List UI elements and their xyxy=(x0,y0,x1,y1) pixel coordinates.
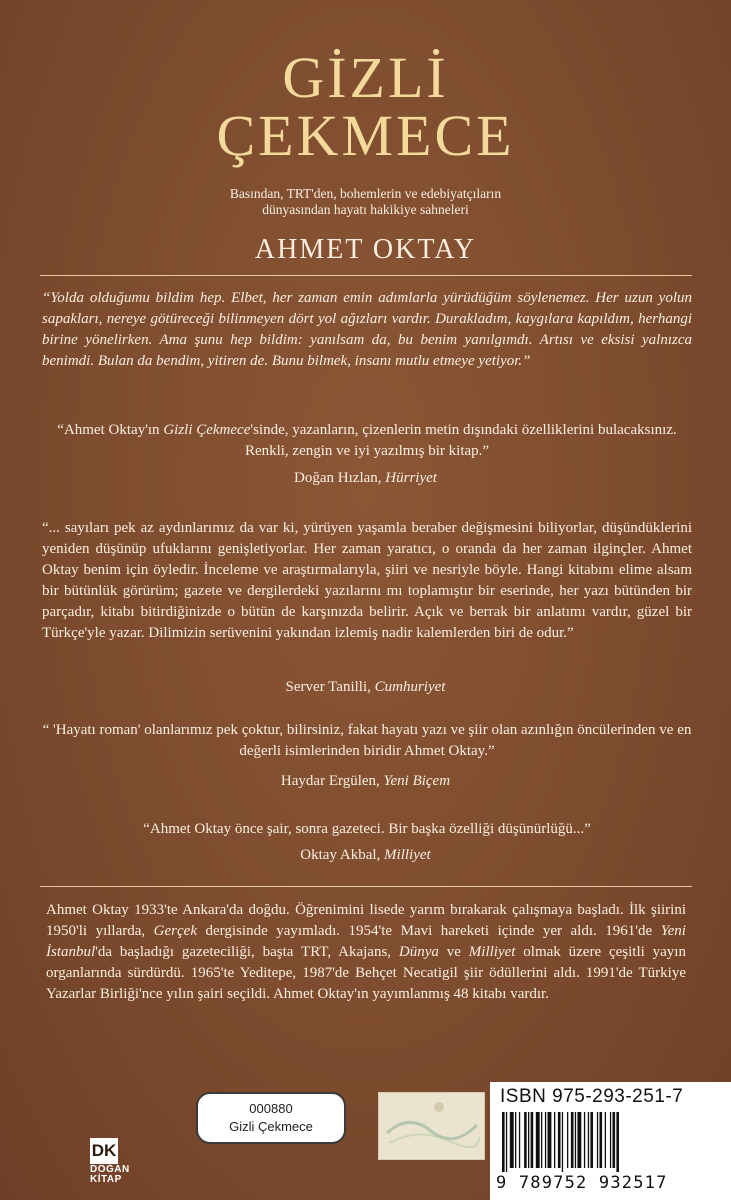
publisher-name xyxy=(90,1165,160,1185)
barcode-bar xyxy=(613,1112,616,1168)
book-title-line-1: GİZLİ xyxy=(282,45,449,110)
bio-text: 'da başladığı gazeteciliği, başta TRT, Akajans, xyxy=(95,944,399,960)
barcode-bar xyxy=(558,1112,561,1168)
barcode-bar xyxy=(584,1112,585,1168)
barcode-bar xyxy=(528,1112,529,1168)
reviewer-source: Hürriyet xyxy=(385,470,437,486)
review-quote-ergulen: “ 'Hayatı roman' olanlarımız pek çoktur, bilirsiniz, fakat hayatı yazı ve şiir olan azınlığın öncülerinden ve en değerli isimlerinden biridir Ahmet Oktay.” xyxy=(42,722,692,759)
reviewer-name: Haydar Ergülen, xyxy=(280,773,384,789)
barcode-bar xyxy=(605,1112,606,1168)
author-biography xyxy=(46,900,686,1005)
review-attribution-ergulen xyxy=(0,773,731,790)
barcode-bar xyxy=(590,1112,593,1168)
barcode-bar xyxy=(588,1112,589,1168)
barcode-bar xyxy=(597,1112,598,1168)
barcode-bar xyxy=(519,1112,520,1168)
subtitle-line-2: dünyasından hayatı hakikiye sahneleri xyxy=(262,202,469,217)
barcode-bar xyxy=(510,1112,514,1168)
barcode-bar xyxy=(616,1112,619,1172)
review-quote-text: “Ahmet Oktay'ın xyxy=(57,422,164,438)
barcode-bar xyxy=(567,1112,568,1168)
bio-text: ve xyxy=(438,944,469,960)
barcode-bar xyxy=(600,1112,603,1168)
barcode-digits: 9 789752 932517 xyxy=(496,1173,668,1193)
barcode-bar xyxy=(506,1112,507,1172)
review-quote-hizlan xyxy=(42,420,692,462)
isbn-barcode-panel xyxy=(490,1082,731,1200)
barcode-bar xyxy=(515,1112,516,1168)
barcode-icon xyxy=(502,1112,718,1172)
barcode-bar xyxy=(571,1112,574,1168)
bio-publication: Gerçek xyxy=(153,923,197,939)
barcode-bar xyxy=(562,1112,563,1172)
reviewer-source: Milliyet xyxy=(384,847,431,863)
review-attribution-hizlan xyxy=(0,470,731,487)
bio-text: olmak üzere çeşitli yayın organlarında sürdürdü. 1965'te Yeditepe, 1987'de Behçet Necatigil şiir ödüllerini aldı. 1991'de Türkiye Yazarlar Birliği'nce yılın şairi seçildi. Ahmet Oktay'ın yayımlanmış 48 kitabı vardır. xyxy=(46,944,686,1002)
reviewer-name: Server Tanilli, xyxy=(285,679,375,695)
barcode-bar xyxy=(548,1112,552,1168)
library-book-title: Gizli Çekmece xyxy=(229,1119,313,1134)
barcode-bar xyxy=(502,1112,505,1172)
library-label-sticker xyxy=(196,1092,346,1144)
barcode-bar xyxy=(554,1112,555,1168)
book-title-line-2: ÇEKMECE xyxy=(216,103,515,168)
library-code: 000880 xyxy=(249,1101,293,1116)
reviewer-source: Yeni Biçem xyxy=(383,773,451,789)
reviewer-name: Doğan Hızlan, xyxy=(294,470,386,486)
barcode-bar xyxy=(610,1112,611,1168)
review-quote-text: 'sinde, yazanların, çizenlerin metin dışındaki özelliklerini bulacaksınız. Renkli, zengin ve iyi yazılmış bir kitap.” xyxy=(244,422,677,459)
barcode-bar xyxy=(545,1112,546,1168)
author-quote: “Yolda olduğumu bildim hep. Elbet, her zaman emin adımlarla yürüdüğüm söylenemez. Her uzun yolun sapakları, nereye götüreceği bilinmeyen dört yol ağızları vardır. Durakladım, kaygılara kapıldım, herhangi birine yönelirken. Ama şunu hep bildim: yanılsam da, bu benim yanılgımdı. Artısı ve eksisi yalnızca benimdi. Bulan da bendim, yitiren de. Bunu bilmek, insanı mutlu etmeye yetiyor.” xyxy=(42,290,692,369)
review-quote-book-title: Gizli Çekmece xyxy=(163,422,251,438)
subtitle-line-1: Basından, TRT'den, bohemlerin ve edebiyatçıların xyxy=(229,186,502,201)
publisher-logo-icon: DK xyxy=(90,1138,118,1164)
barcode-bar xyxy=(575,1112,576,1168)
author-name: AHMET OKTAY xyxy=(254,234,477,265)
barcode-bar xyxy=(577,1112,581,1168)
review-quote-akbal: “Ahmet Oktay önce şair, sonra gazeteci. Bir başka özelliği düşünürlüğü...” xyxy=(143,821,591,837)
review-attribution-akbal xyxy=(0,847,731,864)
hologram-sticker xyxy=(378,1092,485,1160)
bio-text: dergisinde yayımladı. 1954'te Mavi hareketi içinde yer aldı. 1961'de xyxy=(196,923,661,939)
bio-publication: Dünya xyxy=(398,944,439,960)
divider-bottom xyxy=(40,886,692,887)
reviewer-name: Oktay Akbal, xyxy=(300,847,385,863)
reviewer-source: Cumhuriyet xyxy=(374,679,446,695)
bio-publication: Yeni İstanbul xyxy=(46,923,686,960)
barcode-bar xyxy=(524,1112,527,1168)
barcode-bar xyxy=(541,1112,542,1168)
bio-text: Ahmet Oktay 1933'te Ankara'da doğdu. Öğrenimini lisede yarım bırakarak çalışmaya başladı. İlk şiirini 1950'li yıllarda, xyxy=(46,902,686,939)
barcode-bar xyxy=(536,1112,540,1168)
publisher-logo xyxy=(90,1138,160,1186)
bio-publication: Milliyet xyxy=(468,944,516,960)
barcode-bar xyxy=(531,1112,534,1168)
review-quote-tanilli: “... sayıları pek az aydınlarımız da var ki, yürüyen yaşamla beraber değişmesini biliyorlar, düşündüklerini yeniden düşünüp ufuklarını genişletiyorlar. Her zaman yaratıcı, o oranda da her zaman ilginçler. Ahmet Oktay benim için öyledir. İnceleme ve araştırmalarıyla, şiiri ve nesriyle böyle. Hangi kitabını elime alsam bir bütünlük görürüm; gazete ve dergilerdeki yazılarını mı toplamıştır bir eserinde, her yazı bütünden bir parçadır, kitabı bitirdiğinizde o bütün de karşınızda belirir. Açık ve berrak bir anlatımı vardır, güzel bir Türkçe'yle yazar. Dilimizin serüvenini yakından izlemiş nadir kalemlerden biri de odur.” xyxy=(42,520,692,641)
review-attribution-tanilli xyxy=(0,679,731,696)
publisher-name-line-2: KİTAP xyxy=(90,1174,122,1185)
isbn-number: ISBN 975-293-251-7 xyxy=(500,1086,684,1107)
divider-top xyxy=(40,275,692,276)
publisher-name-line-1: DOĞAN xyxy=(90,1164,130,1175)
hologram-pattern-icon xyxy=(379,1093,484,1159)
book-subtitle xyxy=(180,186,551,218)
